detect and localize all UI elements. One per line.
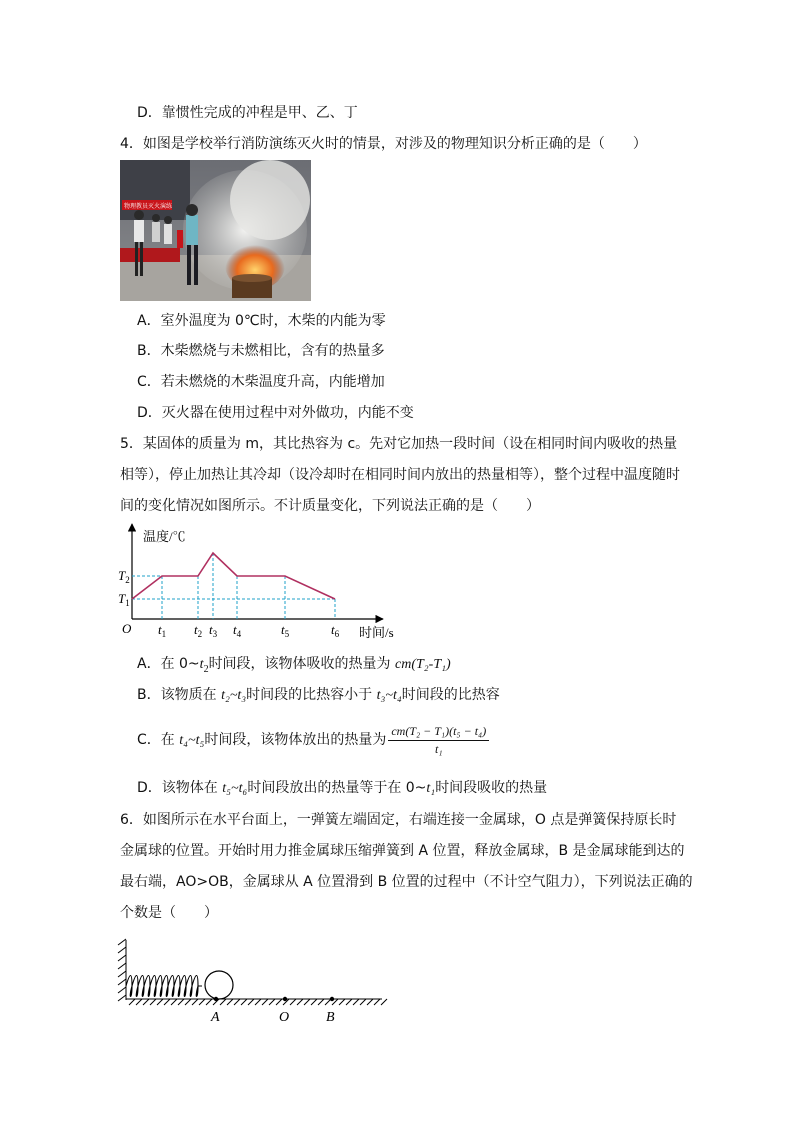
q5-stem-line-1: 5．某固体的质量为 m，其比热容为 c。先对它加热一段时间（设在相同时间内吸收的热量 <box>120 436 678 452</box>
floor-hatch-line <box>220 999 226 1005</box>
spring <box>126 976 202 997</box>
x-tick-t3: $t_3$ <box>209 622 218 639</box>
point-b-label: B <box>326 1010 335 1025</box>
floor-hatch-line <box>241 999 247 1005</box>
x-axis-label: 时间/s <box>359 625 394 640</box>
heat-fraction: $\frac{\text{cm(T₂ − T₁)(t₅ − t₄)}}{\text{t₁}}$ <box>388 723 489 758</box>
floor-hatch-line <box>269 999 275 1005</box>
q5-stem-line-2: 相等），停止加热让其冷却（设冷却时在相同时间内放出的热量相等），整个过程中温度随时 <box>120 467 680 483</box>
floor-hatch-line <box>164 999 170 1005</box>
x-tick-t6: $t_6$ <box>331 622 340 639</box>
q5-stem-line-3: 间的变化情况如图所示。不计质量变化，下列说法正确的是（ ） <box>120 498 540 514</box>
floor-hatch-line <box>304 999 310 1005</box>
x-tick-t2: $t_2$ <box>194 622 203 639</box>
floor-hatch-line <box>129 999 135 1005</box>
floor-hatch-line <box>381 999 387 1005</box>
floor-hatch-line <box>206 999 212 1005</box>
floor-hatch-line <box>311 999 317 1005</box>
q4-stem: 4．如图是学校举行消防演练灭火时的情景，对涉及的物理知识分析正确的是（ ） <box>120 136 647 152</box>
floor-hatch-line <box>157 999 163 1005</box>
x-tick-t4: $t_4$ <box>233 622 242 639</box>
floor-hatch-line <box>185 999 191 1005</box>
floor-hatch-line <box>276 999 282 1005</box>
floor-hatch-line <box>248 999 254 1005</box>
spring-ball-diagram <box>115 935 390 1030</box>
point-a-label: A <box>211 1010 220 1025</box>
floor-hatch-line <box>318 999 324 1005</box>
q5-option-b: B．该物质在 t₂~t₃时间段的比热容小于 t₃~t₄时间段的比热容 <box>137 687 500 703</box>
floor-hatch-line <box>178 999 184 1005</box>
q4-option-a: A．室外温度为 0℃时，木柴的内能为零 <box>137 313 386 329</box>
wall-hatch <box>118 939 126 945</box>
q6-stem-line-3: 最右端，AO>OB，金属球从 A 位置滑到 B 位置的过程中（不计空气阻力），下列说法正确的 <box>120 874 693 890</box>
floor-hatch-line <box>255 999 261 1005</box>
temperature-time-chart <box>115 520 415 645</box>
floor-hatch-line <box>339 999 345 1005</box>
floor-hatch-line <box>374 999 380 1005</box>
point-b-marker <box>330 997 334 1001</box>
floor-hatch-line <box>150 999 156 1005</box>
q4-option-d: D．灭火器在使用过程中对外做功，内能不变 <box>137 405 414 421</box>
q5-option-d: D．该物体在 t₅~t₆时间段放出的热量等于在 0~t₁时间段吸收的热量 <box>137 780 548 796</box>
point-a-marker <box>214 997 218 1001</box>
q6-stem-line-2: 金属球的位置。开始时用力推金属球压缩弹簧到 A 位置，释放金属球，B 是金属球能到达的 <box>120 843 685 859</box>
floor-hatch-line <box>143 999 149 1005</box>
q6-stem-line-1: 6．如图所示在水平台面上，一弹簧左端固定，右端连接一金属球，O 点是弹簧保持原长时 <box>120 812 677 828</box>
svg-text:物理教员灭火演练: 物理教员灭火演练 <box>124 203 173 210</box>
y-tick-T2: $T_2$ <box>118 568 130 585</box>
floor-hatch-line <box>360 999 366 1005</box>
floor-hatch-line <box>262 999 268 1005</box>
x-tick-t5: $t_5$ <box>281 622 290 639</box>
q4-option-b: B．木柴燃烧与未燃相比，含有的热量多 <box>137 343 385 359</box>
floor-hatch-line <box>367 999 373 1005</box>
floor-hatch-line <box>353 999 359 1005</box>
origin-label: O <box>122 621 132 636</box>
floor-hatch-line <box>171 999 177 1005</box>
floor-hatch-line <box>192 999 198 1005</box>
point-o-marker <box>283 997 287 1001</box>
floor-hatch-line <box>199 999 205 1005</box>
point-o-label: O <box>279 1010 290 1025</box>
y-tick-T1: $T_1$ <box>118 591 130 608</box>
floor-hatch-line <box>136 999 142 1005</box>
fire-drill-photo <box>120 160 311 301</box>
q3-option-d: D．靠惯性完成的冲程是甲、乙、丁 <box>137 105 358 121</box>
floor-hatch-line <box>234 999 240 1005</box>
y-axis-label: 温度/℃ <box>143 529 186 544</box>
metal-ball <box>205 971 233 999</box>
q6-stem-line-4: 个数是（ ） <box>120 905 218 921</box>
q4-option-c: C．若未燃烧的木柴温度升高，内能增加 <box>137 374 385 390</box>
x-tick-t1: $t_1$ <box>158 622 167 639</box>
q5-option-c: C．在 t₄~t₅时间段，该物体放出的热量为 $\frac{\text{cm(T₂ − T₁)(t₅ − t₄)}}{\text{t₁}}$ <box>137 722 489 759</box>
floor-hatch-line <box>290 999 296 1005</box>
floor-hatch-line <box>346 999 352 1005</box>
q5-option-a: A．在 $0\sim t_2$时间段，该物体吸收的热量为 cm(T₂-T₁) <box>137 656 451 675</box>
floor-hatch-line <box>227 999 233 1005</box>
floor-hatch-line <box>297 999 303 1005</box>
